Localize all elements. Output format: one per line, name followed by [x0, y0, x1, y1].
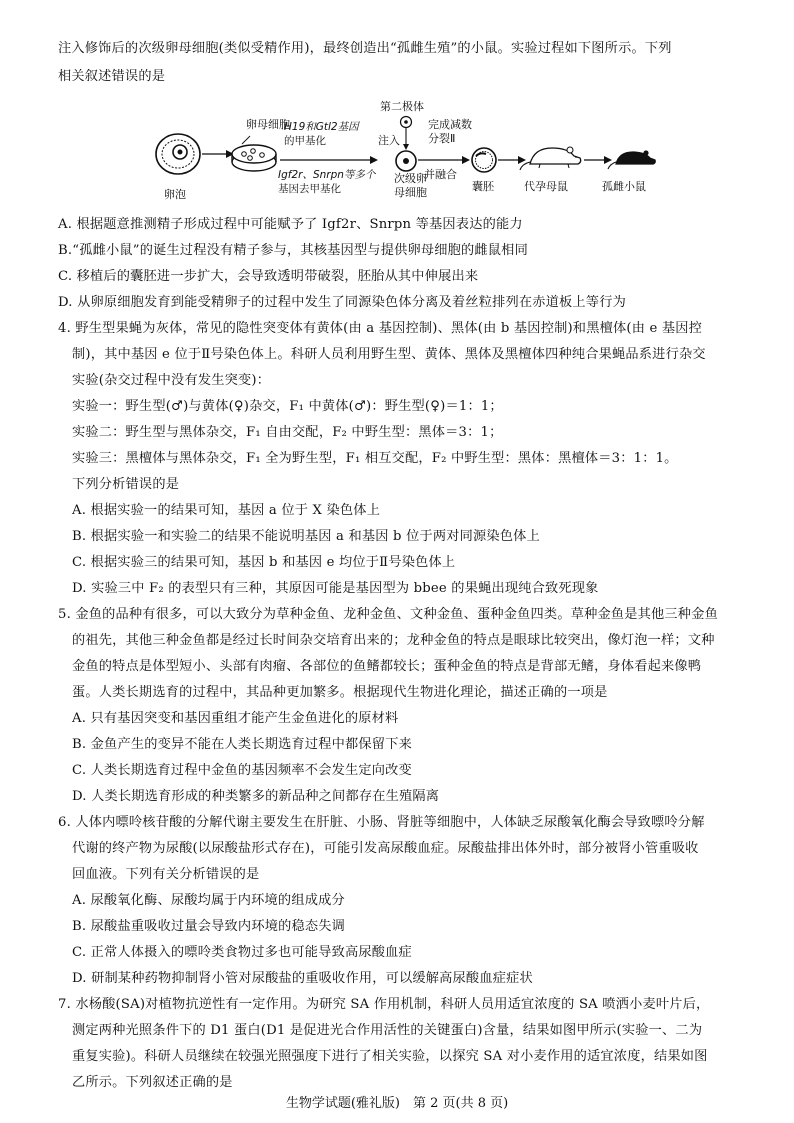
- q4-experiment-3: 实验三：黑檀体与黑体杂交，F₁ 全为野生型，F₁ 相互交配，F₂ 中野生型：黑体：黑檀体＝3：1：1。: [72, 451, 678, 466]
- q6-option-d: D. 研制某种药物抑制肾小管对尿酸盐的重吸收作用，可以缓解高尿酸血症症状: [72, 971, 533, 986]
- q5-stem: 金鱼的特点是体型短小、头部有肉瘤、各部位的鱼鳍都较长；蛋种金鱼的特点是背部无鳍，身体看起来像鸭: [72, 659, 702, 674]
- label-meiosis: 并融合: [424, 168, 457, 181]
- label-parthenogenetic-mouse: 孤雌小鼠: [602, 180, 646, 193]
- q4-option-a: A. 根据实验一的结果可知，基因 a 位于 X 染色体上: [72, 503, 381, 518]
- q4-experiment-1: 实验一：野生型(♂)与黄体(♀)杂交，F₁ 中黄体(♂)：野生型(♀)＝1：1；: [72, 399, 503, 414]
- oocyte-dish-illustration: [232, 145, 276, 171]
- q3-option-c: C. 移植后的囊胚进一步扩大，会导致透明带破裂，胚胎从其中伸展出来: [58, 269, 479, 284]
- q5-option-d: D. 人类长期选育形成的种类繁多的新品种之间都存在生殖隔离: [72, 789, 440, 804]
- follicle-illustration: [156, 134, 200, 174]
- q5-stem: 蛋。人类长期选育的过程中，其品种更加繁多。根据现代生物进化理论，描述正确的一项是: [72, 685, 608, 700]
- q5-option-a: A. 只有基因突变和基因重组才能产生金鱼进化的原材料: [72, 711, 399, 726]
- q6-stem: 回血液。下列有关分析错误的是: [72, 867, 260, 882]
- q4-question: 下列分析错误的是: [72, 477, 180, 492]
- label-surrogate: 代孕母鼠: [524, 180, 568, 193]
- q6-stem: 6. 人体内嘌呤核苷酸的分解代谢主要发生在肝脏、小肠、肾脏等细胞中，人体缺乏尿酸氧化酶会导致嘌呤分解: [58, 815, 705, 830]
- polar-body-illustration: [401, 117, 412, 128]
- label-blastocyst: 囊胚: [472, 180, 494, 193]
- q4-stem: 制)，其中基因 e 位于Ⅱ号染色体上。科研人员利用野生型、黄体、黑体及黑檀体四种纯合果蝇品系进行杂交: [72, 347, 706, 362]
- blastocyst-illustration: [472, 148, 496, 172]
- label-methylation-top: 的甲基化: [284, 135, 326, 147]
- q4-stem: 实验(杂交过程中没有发生突变)：: [72, 373, 271, 388]
- intro-line: 相关叙述错误的是: [58, 69, 166, 84]
- q3-option-b: B.“孤雌小鼠”的诞生过程没有精子参与，其核基因型与提供卵母细胞的雌鼠相同: [58, 243, 528, 258]
- label-second-polar-body: 第二极体: [380, 100, 424, 113]
- q4-option-c: C. 根据实验三的结果可知，基因 b 和基因 e 均位于Ⅱ号染色体上: [72, 555, 456, 570]
- q5-option-c: C. 人类长期选育过程中金鱼的基因频率不会发生定向改变: [72, 763, 412, 778]
- q4-option-b: B. 根据实验一和实验二的结果不能说明基因 a 和基因 b 位于两对同源染色体上: [72, 529, 540, 544]
- q5-stem: 5. 金鱼的品种有很多，可以大致分为草种金鱼、龙种金鱼、文种金鱼、蛋种金鱼四类。草种金鱼是其他三种金鱼: [58, 607, 718, 622]
- label-meiosis: 完成减数: [428, 118, 472, 131]
- q5-option-b: B. 金鱼产生的变异不能在人类长期选育过程中都保留下来: [72, 737, 412, 752]
- q7-stem: 测定两种光照条件下的 D1 蛋白(D1 是促进光合作用活性的关键蛋白)含量，结果如图甲所示(实验一、二为: [72, 1023, 703, 1038]
- label-methylation-top: H19和Gtl2基因: [284, 121, 359, 133]
- q5-stem: 的祖先，其他三种金鱼都是经过长时间杂交培育出来的；龙种金鱼的特点是眼球比较突出，像灯泡一样；文种: [72, 633, 715, 648]
- label-demethylation: 基因去甲基化: [278, 183, 341, 195]
- page-footer: 生物学试题(雅礼版) 第 2 页(共 8 页): [285, 1096, 509, 1111]
- intro-line: 注入修饰后的次级卵母细胞(类似受精作用)，最终创造出“孤雌生殖”的小鼠。实验过程如下图所示。下列: [58, 41, 672, 56]
- q7-stem: 重复实验)。科研人员继续在较强光照强度下进行了相关实验，以探究 SA 对小麦作用的适宜浓度，结果如图: [72, 1049, 708, 1064]
- surrogate-mouse-illustration: [520, 147, 581, 170]
- q6-option-a: A. 尿酸氧化酶、尿酸均属于内环境的组成成分: [72, 893, 345, 908]
- label-secondary-oocyte: 母细胞: [394, 186, 427, 199]
- secondary-oocyte-illustration: [396, 151, 416, 171]
- q3-option-a: A. 根据题意推测精子形成过程中可能赋予了 Igf2r、Snrpn 等基因表达的能力: [58, 217, 523, 232]
- label-demethylation: Igf2r、Snrpn等多个: [278, 169, 376, 181]
- q7-stem: 7. 水杨酸(SA)对植物抗逆性有一定作用。为研究 SA 作用机制，科研人员用适宜浓度的 SA 喷洒小麦叶片后，: [58, 997, 710, 1012]
- label-oocyte: 卵母细胞: [246, 118, 290, 131]
- label-secondary-oocyte: 次级卵: [394, 172, 427, 185]
- parthenogenetic-mouse-illustration: [608, 150, 655, 169]
- q6-option-b: B. 尿酸盐重吸收过量会导致内环境的稳态失调: [72, 919, 346, 934]
- q6-option-c: C. 正常人体摄入的嘌呤类食物过多也可能导致高尿酸血症: [72, 945, 412, 960]
- label-inject: 注入: [378, 134, 400, 147]
- q3-option-d: D. 从卵原细胞发育到能受精卵子的过程中发生了同源染色体分离及着丝粒排列在赤道板上等行为: [58, 295, 626, 310]
- label-meiosis: 分裂Ⅱ: [428, 132, 456, 145]
- q7-stem: 乙所示。下列叙述正确的是: [72, 1075, 233, 1090]
- experiment-diagram: [150, 98, 660, 204]
- q4-experiment-2: 实验二：野生型与黑体杂交，F₁ 自由交配，F₂ 中野生型：黑体＝3：1；: [72, 425, 503, 440]
- q6-stem: 代谢的终产物为尿酸(以尿酸盐形式存在)，可能引发高尿酸血症。尿酸盐排出体外时，部分被肾小管重吸收: [72, 841, 699, 856]
- q4-stem: 4. 野生型果蝇为灰体，常见的隐性突变体有黄体(由 a 基因控制)、黑体(由 b 基因控制)和黑檀体(由 e 基因控: [58, 321, 703, 336]
- label-follicle: 卵泡: [164, 188, 186, 201]
- q4-option-d: D. 实验三中 F₂ 的表型只有三种，其原因可能是基因型为 bbee 的果蝇出现纯合致死现象: [72, 581, 599, 596]
